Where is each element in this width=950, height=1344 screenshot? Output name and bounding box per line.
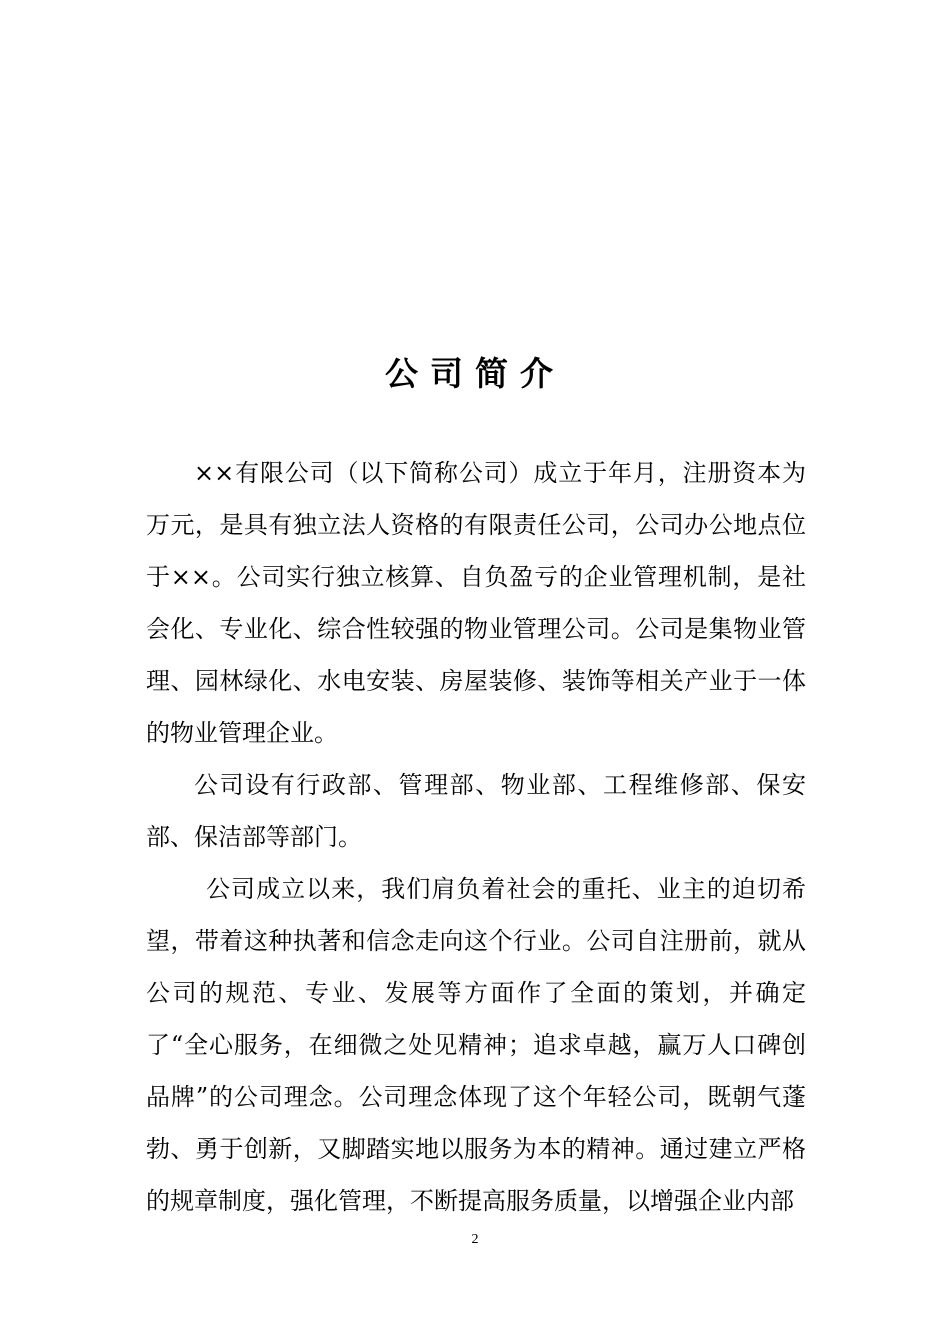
paragraph-departments: 公司设有行政部、管理部、物业部、工程维修部、保安部、保洁部等部门。 xyxy=(146,771,806,851)
paragraph-company-overview: ××有限公司（以下简称公司）成立于年月，注册资本为万元，是具有独立法人资格的有限责任公司，公司办公地点位于××。公司实行独立核算、自负盈亏的企业管理机制，是社会化、专业化、综合性较强的物业管理公司。公司是集物业管理、园林绿化、水电安装、房屋装修、装饰等相关产业于一体的物业管理企业。 xyxy=(146,459,806,747)
page-number: 2 xyxy=(471,1232,479,1247)
document-title: 公司简介 xyxy=(385,354,565,393)
document-body xyxy=(146,447,806,1227)
paragraph-company-philosophy: 公司成立以来，我们肩负着社会的重托、业主的迫切希望，带着这种执著和信念走向这个行业。公司自注册前，就从公司的规范、专业、发展等方面作了全面的策划，并确定了“全心服务，在细微之处见精神；追求卓越，赢万人口碑创品牌”的公司理念。公司理念体现了这个年轻公司，既朝气蓬勃、勇于创新，又脚踏实地以服务为本的精神。通过建立严格的规章制度，强化管理，不断提高服务质量，以增强企业内部 xyxy=(146,875,806,1215)
